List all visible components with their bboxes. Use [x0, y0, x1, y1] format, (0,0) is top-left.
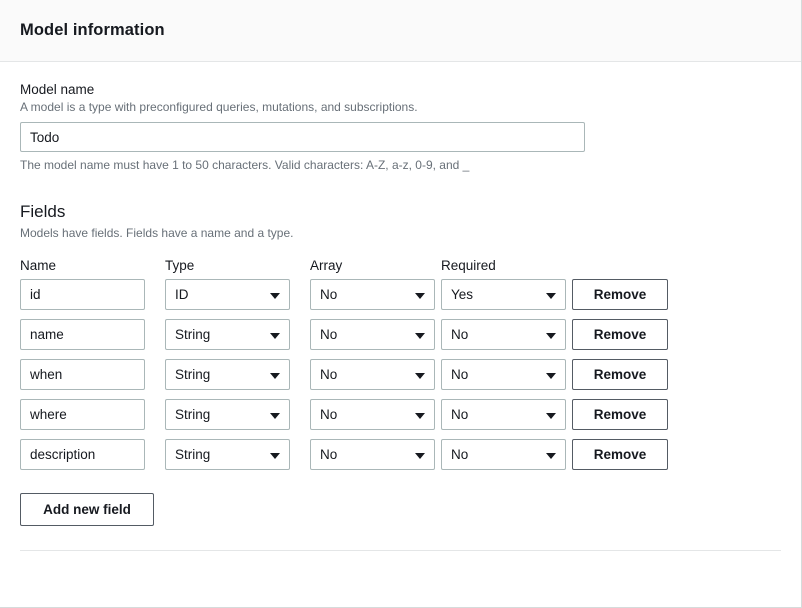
field-array-cell — [310, 319, 441, 350]
model-name-description: A model is a type with preconfigured queries, mutations, and subscriptions. — [20, 100, 418, 114]
table-row — [20, 279, 781, 310]
field-array-value: No — [320, 447, 338, 462]
chevron-down-icon — [270, 333, 280, 339]
column-header-remove — [572, 258, 670, 273]
field-required-select[interactable] — [441, 279, 566, 310]
table-row — [20, 359, 781, 390]
field-required-cell — [441, 399, 572, 430]
field-name-input[interactable] — [20, 439, 145, 470]
field-type-value: String — [175, 407, 211, 422]
chevron-down-icon — [415, 293, 425, 299]
field-type-cell — [165, 359, 310, 390]
field-type-cell — [165, 399, 310, 430]
field-required-cell — [441, 439, 572, 470]
remove-field-button[interactable]: Remove — [572, 399, 668, 430]
field-required-select[interactable] — [441, 399, 566, 430]
panel-body — [0, 62, 801, 607]
field-type-select[interactable] — [165, 319, 290, 350]
column-header-required: Required — [441, 258, 496, 273]
field-array-select[interactable] — [310, 359, 435, 390]
field-name-input[interactable] — [20, 319, 145, 350]
field-array-cell — [310, 399, 441, 430]
field-remove-cell — [572, 279, 670, 310]
field-array-select[interactable] — [310, 439, 435, 470]
field-type-cell — [165, 279, 310, 310]
column-header-type: Type — [165, 258, 195, 273]
field-name-cell — [20, 359, 165, 390]
field-type-value: ID — [175, 287, 189, 302]
field-required-value: No — [451, 447, 469, 462]
table-row — [20, 319, 781, 350]
field-type-select[interactable] — [165, 439, 290, 470]
field-name-cell — [20, 319, 165, 350]
chevron-down-icon — [270, 453, 280, 459]
remove-field-button[interactable]: Remove — [572, 279, 668, 310]
field-remove-cell — [572, 399, 670, 430]
field-remove-cell — [572, 359, 670, 390]
chevron-down-icon — [270, 293, 280, 299]
field-array-cell — [310, 359, 441, 390]
model-name-group — [20, 82, 781, 172]
column-header-array: Array — [310, 258, 343, 273]
field-type-value: String — [175, 447, 211, 462]
field-array-cell — [310, 439, 441, 470]
chevron-down-icon — [415, 453, 425, 459]
field-name-cell — [20, 439, 165, 470]
field-required-select[interactable] — [441, 319, 566, 350]
field-remove-cell — [572, 439, 670, 470]
chevron-down-icon — [546, 333, 556, 339]
field-array-select[interactable] — [310, 399, 435, 430]
chevron-down-icon — [415, 333, 425, 339]
chevron-down-icon — [546, 413, 556, 419]
fields-table-header — [20, 258, 781, 273]
field-type-select[interactable] — [165, 359, 290, 390]
field-required-value: No — [451, 367, 469, 382]
fields-section-title: Fields — [20, 202, 66, 221]
model-name-help: The model name must have 1 to 50 characters. Valid characters: A-Z, a-z, 0-9, and _ — [20, 158, 470, 172]
section-divider — [20, 550, 781, 551]
field-name-cell — [20, 399, 165, 430]
panel-header — [0, 0, 801, 62]
field-required-value: No — [451, 327, 469, 342]
model-name-input[interactable] — [20, 122, 585, 152]
chevron-down-icon — [546, 293, 556, 299]
field-name-input[interactable] — [20, 359, 145, 390]
field-array-value: No — [320, 327, 338, 342]
chevron-down-icon — [415, 373, 425, 379]
field-array-cell — [310, 279, 441, 310]
page-title: Model information — [20, 21, 165, 39]
field-array-value: No — [320, 367, 338, 382]
fields-section-description: Models have fields. Fields have a name and a type. — [20, 226, 294, 240]
model-name-label: Model name — [20, 82, 95, 97]
field-required-select[interactable] — [441, 359, 566, 390]
field-array-select[interactable] — [310, 279, 435, 310]
field-type-cell — [165, 439, 310, 470]
remove-field-button[interactable]: Remove — [572, 359, 668, 390]
chevron-down-icon — [270, 413, 280, 419]
field-required-cell — [441, 319, 572, 350]
chevron-down-icon — [546, 453, 556, 459]
field-name-input[interactable] — [20, 279, 145, 310]
chevron-down-icon — [415, 413, 425, 419]
field-required-cell — [441, 279, 572, 310]
field-array-value: No — [320, 287, 338, 302]
field-remove-cell — [572, 319, 670, 350]
column-header-name: Name — [20, 258, 57, 273]
field-array-value: No — [320, 407, 338, 422]
field-array-select[interactable] — [310, 319, 435, 350]
remove-field-button[interactable]: Remove — [572, 319, 668, 350]
chevron-down-icon — [270, 373, 280, 379]
field-required-value: Yes — [451, 287, 474, 302]
field-type-value: String — [175, 327, 211, 342]
field-type-value: String — [175, 367, 211, 382]
table-row — [20, 439, 781, 470]
add-new-field-button[interactable]: Add new field — [20, 493, 154, 526]
field-type-cell — [165, 319, 310, 350]
field-name-input[interactable] — [20, 399, 145, 430]
field-required-value: No — [451, 407, 469, 422]
field-type-select[interactable] — [165, 279, 290, 310]
field-type-select[interactable] — [165, 399, 290, 430]
field-required-select[interactable] — [441, 439, 566, 470]
chevron-down-icon — [546, 373, 556, 379]
table-row — [20, 399, 781, 430]
field-required-cell — [441, 359, 572, 390]
field-name-cell — [20, 279, 165, 310]
remove-field-button[interactable]: Remove — [572, 439, 668, 470]
